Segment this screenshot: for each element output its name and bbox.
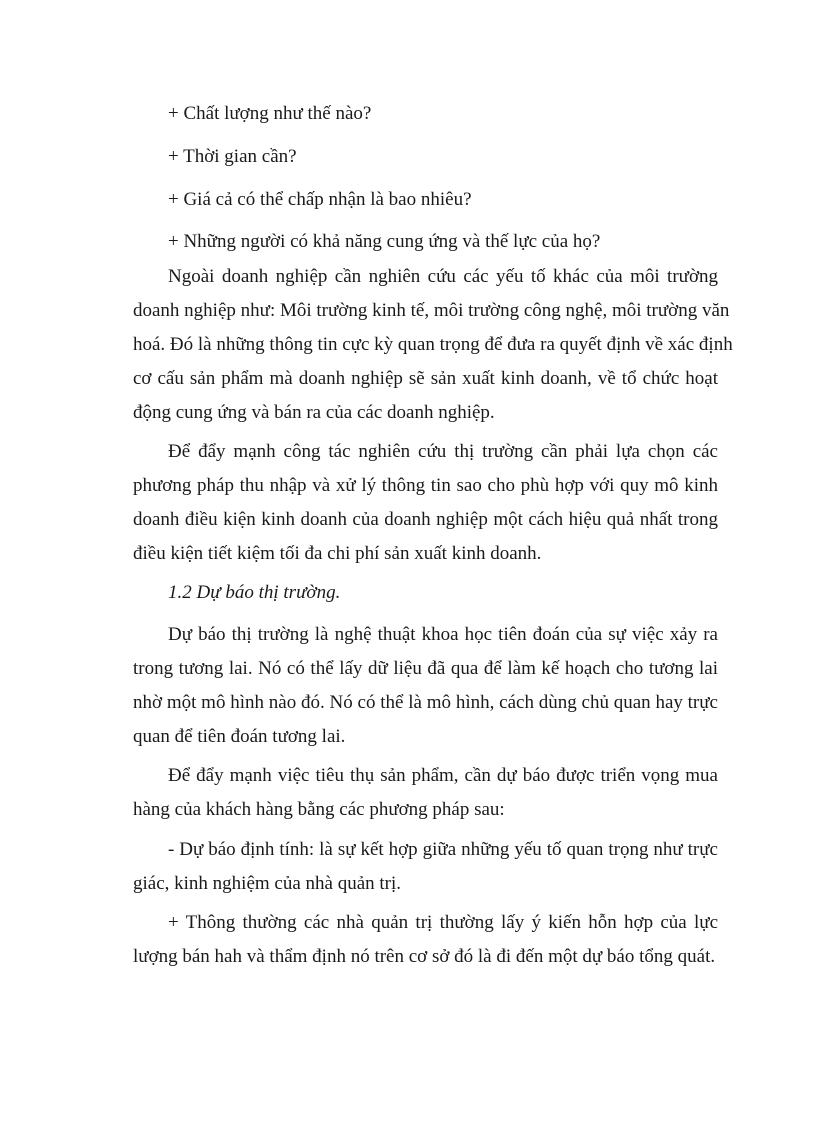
bullet-quality: + Chất lượng như thế nào? [168, 103, 372, 124]
paragraph-methods-line-2: hàng của khách hàng bằng các phương pháp sau: [133, 799, 505, 820]
paragraph-environment-line-2: doanh nghiệp như: Môi trường kinh tế, môi trường công nghệ, môi trường văn [133, 300, 730, 321]
paragraph-methods-line-1: Để đẩy mạnh việc tiêu thụ sản phẩm, cần dự báo được triển vọng mua [168, 765, 718, 786]
paragraph-environment-line-5: động cung ứng và bán ra của các doanh nghiệp. [133, 402, 495, 423]
paragraph-forecast-line-2: trong tương lai. Nó có thể lấy dữ liệu đã qua để làm kế hoạch cho tương lai [133, 658, 718, 679]
paragraph-environment-line-4: cơ cấu sản phẩm mà doanh nghiệp sẽ sản xuất kinh doanh, về tổ chức hoạt [133, 368, 718, 389]
paragraph-forecast-line-1: Dự báo thị trường là nghệ thuật khoa học tiên đoán của sự việc xảy ra [168, 624, 718, 645]
paragraph-research-line-2: phương pháp thu nhập và xử lý thông tin sao cho phù hợp với quy mô kinh [133, 475, 718, 496]
bullet-time: + Thời gian cần? [168, 146, 297, 167]
paragraph-research-line-1: Để đẩy mạnh công tác nghiên cứu thị trường cần phải lựa chọn các [168, 441, 718, 462]
paragraph-forecast-line-3: nhờ một mô hình nào đó. Nó có thể là mô hình, cách dùng chủ quan hay trực [133, 692, 718, 713]
paragraph-forecast-line-4: quan để tiên đoán tương lai. [133, 726, 346, 747]
section-heading: 1.2 Dự báo thị trường. [168, 582, 341, 603]
bullet-price: + Giá cả có thể chấp nhận là bao nhiêu? [168, 189, 472, 210]
paragraph-qualitative-line-1: - Dự báo định tính: là sự kết hợp giữa những yếu tố quan trọng như trực [168, 839, 718, 860]
paragraph-research-line-4: điều kiện tiết kiệm tối đa chi phí sản xuất kinh doanh. [133, 543, 542, 564]
paragraph-managers-line-2: lượng bán hah và thẩm định nó trên cơ sở đó là đi đến một dự báo tổng quát. [133, 946, 716, 967]
paragraph-managers-line-1: + Thông thường các nhà quản trị thường lấy ý kiến hỗn hợp của lực [168, 912, 718, 933]
paragraph-qualitative-line-2: giác, kinh nghiệm của nhà quản trị. [133, 873, 402, 894]
paragraph-environment-line-1: Ngoài doanh nghiệp cần nghiên cứu các yếu tố khác của môi trường [168, 266, 718, 287]
paragraph-environment-line-3: hoá. Đó là những thông tin cực kỳ quan trọng để đưa ra quyết định về xác định [133, 334, 733, 355]
bullet-suppliers: + Những người có khả năng cung ứng và thế lực của họ? [168, 231, 601, 252]
paragraph-research-line-3: doanh điều kiện kinh doanh của doanh nghiệp một cách hiệu quả nhất trong [133, 509, 718, 530]
